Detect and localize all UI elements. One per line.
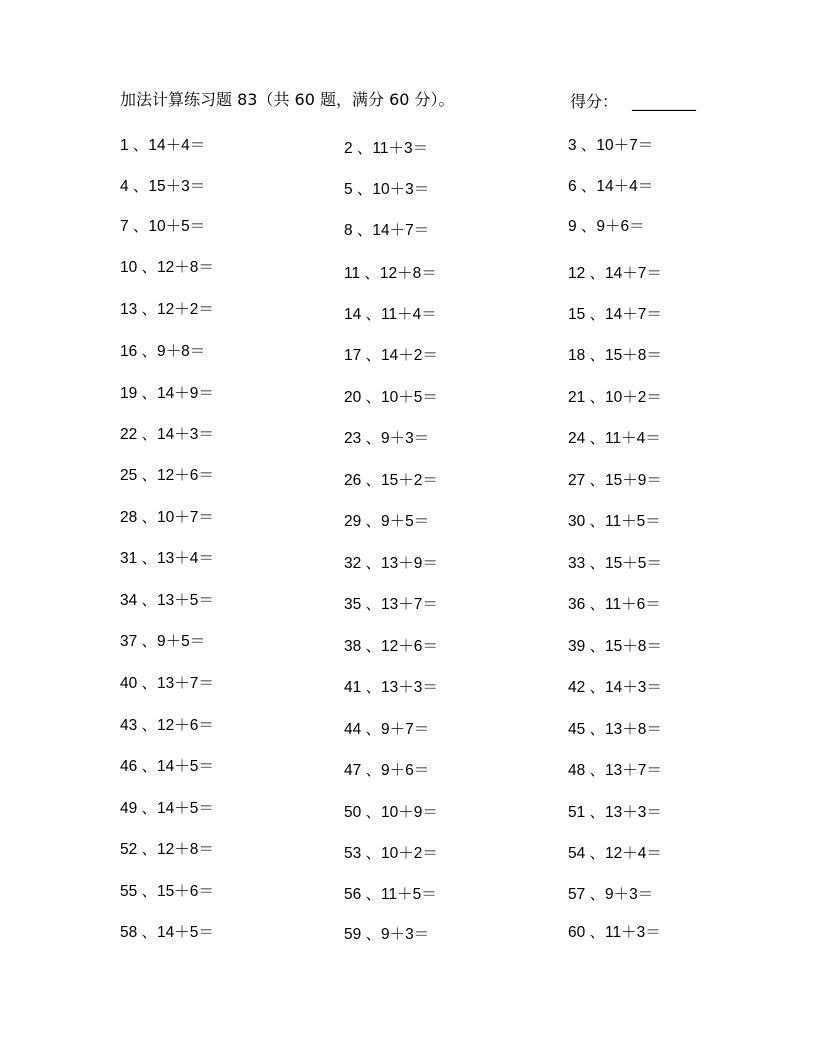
score-blank[interactable]: ________ — [632, 92, 697, 111]
problem-12: 12 、14＋7＝ — [568, 265, 662, 282]
problem-14: 14 、11＋4＝ — [344, 306, 437, 323]
problem-1: 1 、14＋4＝ — [120, 137, 206, 154]
problem-41: 41 、13＋3＝ — [344, 679, 438, 696]
problem-8: 8 、14＋7＝ — [344, 222, 430, 239]
problem-33: 33 、15＋5＝ — [568, 555, 662, 572]
problem-46: 46 、14＋5＝ — [120, 758, 214, 775]
problem-31: 31 、13＋4＝ — [120, 550, 214, 567]
problem-42: 42 、14＋3＝ — [568, 679, 662, 696]
problem-32: 32 、13＋9＝ — [344, 555, 438, 572]
problem-23: 23 、9＋3＝ — [344, 430, 430, 447]
problem-36: 36 、11＋6＝ — [568, 596, 661, 613]
problem-3: 3 、10＋7＝ — [568, 137, 654, 154]
problem-34: 34 、13＋5＝ — [120, 592, 214, 609]
problem-57: 57 、9＋3＝ — [568, 886, 654, 903]
problem-39: 39 、15＋8＝ — [568, 638, 662, 655]
problem-10: 10 、12＋8＝ — [120, 259, 214, 276]
problem-11: 11 、12＋8＝ — [344, 265, 437, 282]
problem-21: 21 、10＋2＝ — [568, 389, 662, 406]
problem-19: 19 、14＋9＝ — [120, 385, 214, 402]
problem-38: 38 、12＋6＝ — [344, 638, 438, 655]
problem-44: 44 、9＋7＝ — [344, 721, 430, 738]
problem-15: 15 、14＋7＝ — [568, 306, 662, 323]
problem-25: 25 、12＋6＝ — [120, 467, 214, 484]
problem-5: 5 、10＋3＝ — [344, 181, 430, 198]
problem-35: 35 、13＋7＝ — [344, 596, 438, 613]
problem-59: 59 、9＋3＝ — [344, 926, 430, 943]
problem-52: 52 、12＋8＝ — [120, 841, 214, 858]
problem-45: 45 、13＋8＝ — [568, 721, 662, 738]
problem-20: 20 、10＋5＝ — [344, 389, 438, 406]
problem-22: 22 、14＋3＝ — [120, 426, 214, 443]
problem-49: 49 、14＋5＝ — [120, 800, 214, 817]
problem-56: 56 、11＋5＝ — [344, 886, 437, 903]
problem-30: 30 、11＋5＝ — [568, 513, 661, 530]
problem-58: 58 、14＋5＝ — [120, 924, 214, 941]
problem-54: 54 、12＋4＝ — [568, 845, 662, 862]
problem-27: 27 、15＋9＝ — [568, 472, 662, 489]
problem-6: 6 、14＋4＝ — [568, 178, 654, 195]
problem-51: 51 、13＋3＝ — [568, 804, 662, 821]
problem-18: 18 、15＋8＝ — [568, 347, 662, 364]
problem-9: 9 、9＋6＝ — [568, 218, 645, 235]
problem-28: 28 、10＋7＝ — [120, 509, 214, 526]
problem-37: 37 、9＋5＝ — [120, 633, 206, 650]
problem-40: 40 、13＋7＝ — [120, 675, 214, 692]
problem-48: 48 、13＋7＝ — [568, 762, 662, 779]
score-label: 得分： — [570, 92, 619, 111]
problem-13: 13 、12＋2＝ — [120, 301, 214, 318]
problem-55: 55 、15＋6＝ — [120, 883, 214, 900]
problem-4: 4 、15＋3＝ — [120, 178, 206, 195]
problem-16: 16 、9＋8＝ — [120, 343, 206, 360]
problem-43: 43 、12＋6＝ — [120, 717, 214, 734]
problem-24: 24 、11＋4＝ — [568, 430, 661, 447]
problem-50: 50 、10＋9＝ — [344, 804, 438, 821]
problem-60: 60 、11＋3＝ — [568, 924, 661, 941]
worksheet-title: 加法计算练习题 83（共 60 题，满分 60 分）。 — [120, 90, 455, 109]
problem-53: 53 、10＋2＝ — [344, 845, 438, 862]
problem-17: 17 、14＋2＝ — [344, 347, 438, 364]
problem-2: 2 、11＋3＝ — [344, 140, 429, 157]
problem-47: 47 、9＋6＝ — [344, 762, 430, 779]
problem-7: 7 、10＋5＝ — [120, 218, 206, 235]
problem-26: 26 、15＋2＝ — [344, 472, 438, 489]
problem-29: 29 、9＋5＝ — [344, 513, 430, 530]
